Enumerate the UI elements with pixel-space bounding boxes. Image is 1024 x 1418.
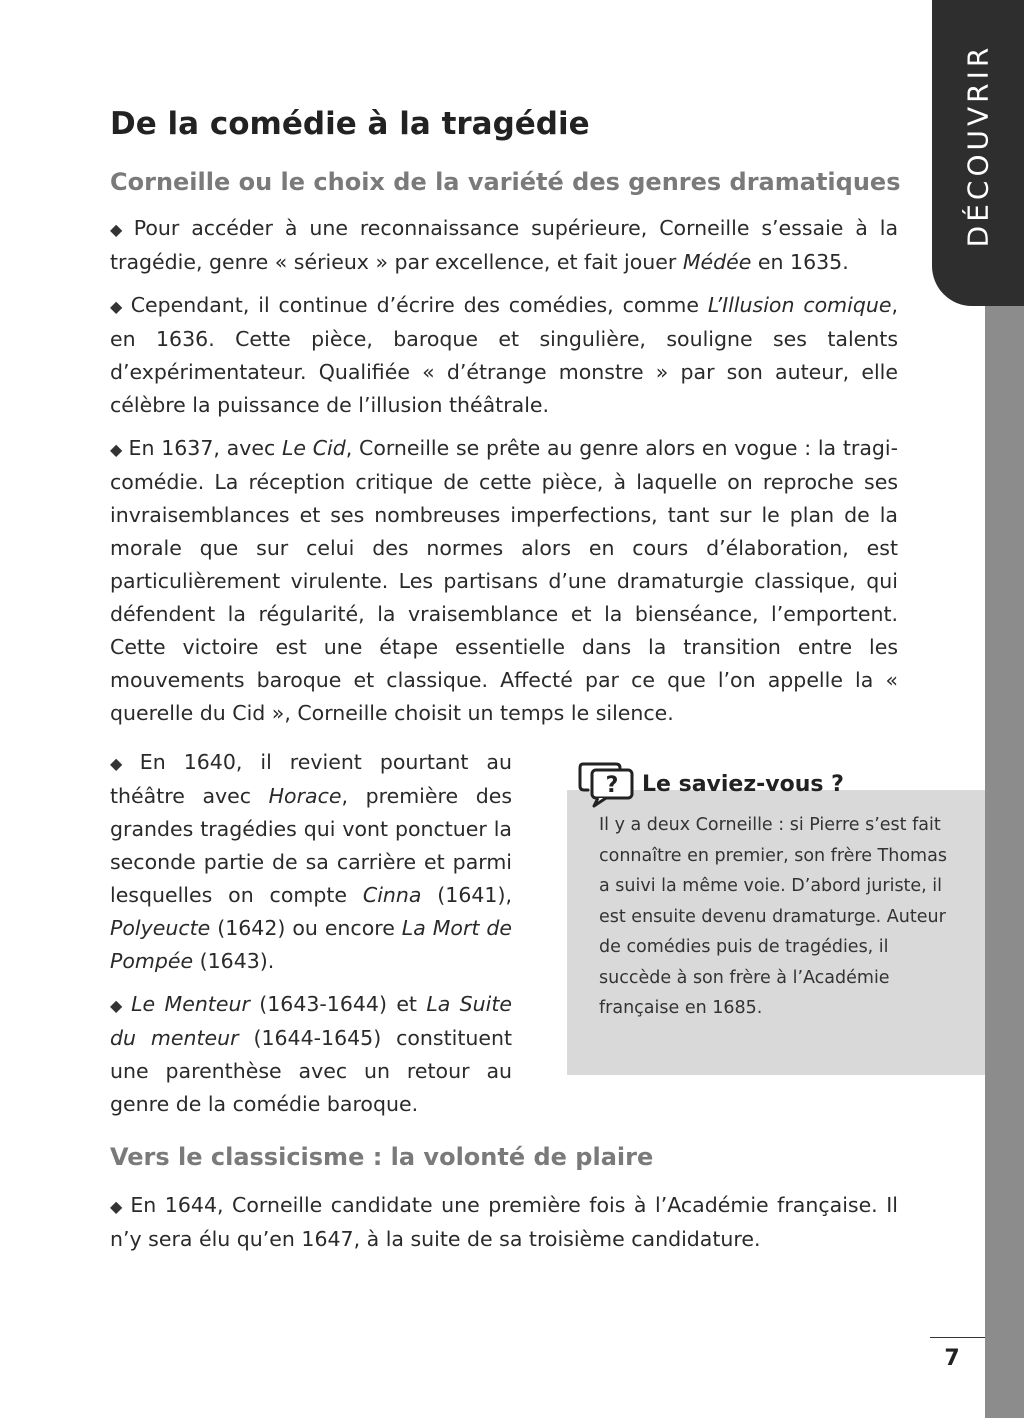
- paragraph-illusion: [110, 289, 898, 422]
- text: (1643-1644) et: [249, 992, 427, 1016]
- side-strip: [985, 306, 1024, 1418]
- title-le-cid: Le Cid: [281, 436, 346, 460]
- paragraph-medee: [110, 212, 898, 279]
- svg-text:?: ?: [605, 773, 619, 798]
- paragraph-academie: [110, 1189, 898, 1256]
- title-polyeucte: Polyeucte: [110, 916, 211, 940]
- callout-title: Le saviez-vous ?: [642, 771, 844, 797]
- text: Pour accéder à une reconnaissance supérieure, Corneille s’essaie à la tragédie, genre « sérieux » par excellence, et fait jouer: [110, 216, 899, 274]
- page-number: 7: [944, 1346, 960, 1371]
- page-title: De la comédie à la tragédie: [110, 106, 590, 142]
- section-heading-classicisme: Vers le classicisme : la volonté de plaire: [110, 1143, 654, 1171]
- text: (1642) ou encore: [210, 916, 402, 940]
- text: , première des grandes tragédies qui vont ponctuer la seconde partie de sa carrière et parmi lesquelles on compte: [110, 784, 512, 907]
- paragraph-cid: [110, 432, 898, 730]
- diamond-bullet-icon: ◆: [110, 440, 123, 459]
- title-mort-de-pompee: La Mort de Pompée: [110, 916, 512, 973]
- section-tab-label-wrap: [932, 0, 1024, 290]
- diamond-bullet-icon: ◆: [110, 220, 128, 239]
- callout-header: [578, 760, 844, 808]
- title-medee: Médée: [682, 250, 752, 274]
- diamond-bullet-icon: ◆: [110, 754, 134, 773]
- text: (1644-1645) constituent une parenthèse avec un retour au genre de la comédie baroque.: [110, 1026, 512, 1116]
- section-tab-label: DÉCOUVRIR: [961, 43, 995, 247]
- text: (1641),: [421, 883, 512, 907]
- page-number-rule: [930, 1337, 985, 1338]
- title-illusion-comique: L’Illusion comique: [707, 293, 892, 317]
- title-horace: Horace: [268, 784, 342, 808]
- diamond-bullet-icon: ◆: [110, 996, 126, 1015]
- paragraph-horace: [110, 746, 512, 978]
- paragraphs-left-column: [110, 746, 512, 1131]
- text: Cependant, il continue d’écrire des comédies, comme: [130, 293, 708, 317]
- text: En 1637, avec: [128, 436, 282, 460]
- title-le-menteur: Le Menteur: [131, 992, 250, 1016]
- text: (1643).: [193, 949, 275, 973]
- title-suite-du-menteur: La Suite du menteur: [110, 992, 512, 1050]
- text: , en 1636. Cette pièce, baroque et singulière, souligne ses talents d’expérimentateur. Qualifiée « d’étrange monstre » par son auteur, elle célèbre la puissance de l’illusion théâtrale.: [110, 293, 898, 417]
- text: , Corneille se prête au genre alors en vogue : la tragi-comédie. La réception critique de cette pièce, à laquelle on reproche ses invraisemblances et ses nombreuses imperfections, tant sur le plan de la morale que sur celui des normes alors en cours d’élaboration, est particulièrement virulente. Les partisans d’une dramaturgie classique, qui défendent la régularité, la vraisemblance et la bienséance, l’emportent. Cette victoire est une étape essentielle dans la transition entre les mouvements baroque et classique. Affecté par ce que l’on appelle la « querelle du Cid », Corneille choisit un temps le silence.: [110, 436, 898, 725]
- diamond-bullet-icon: ◆: [110, 1197, 125, 1216]
- paragraphs-main: [110, 212, 898, 740]
- title-cinna: Cinna: [362, 883, 422, 907]
- paragraph-menteur: [110, 988, 512, 1121]
- callout-text: Il y a deux Corneille : si Pierre s’est fait connaître en premier, son frère Thomas a suivi la même voie. D’abord juriste, il est ensuite devenu dramaturge. Auteur de comédies puis de tragédies, il succède à son frère à l’Académie française en 1685.: [599, 815, 947, 1018]
- speech-bubble-question-icon: [578, 760, 636, 808]
- text: En 1640, il revient pourtant au théâtre avec: [110, 750, 512, 808]
- text: en 1635.: [751, 250, 849, 274]
- paragraphs-bottom: [110, 1189, 898, 1256]
- text: En 1644, Corneille candidate une première fois à l’Académie française. Il n’y sera élu qu’en 1647, à la suite de sa troisième candidature.: [110, 1193, 898, 1251]
- diamond-bullet-icon: ◆: [110, 297, 125, 316]
- section-heading-genres: Corneille ou le choix de la variété des genres dramatiques: [110, 168, 901, 196]
